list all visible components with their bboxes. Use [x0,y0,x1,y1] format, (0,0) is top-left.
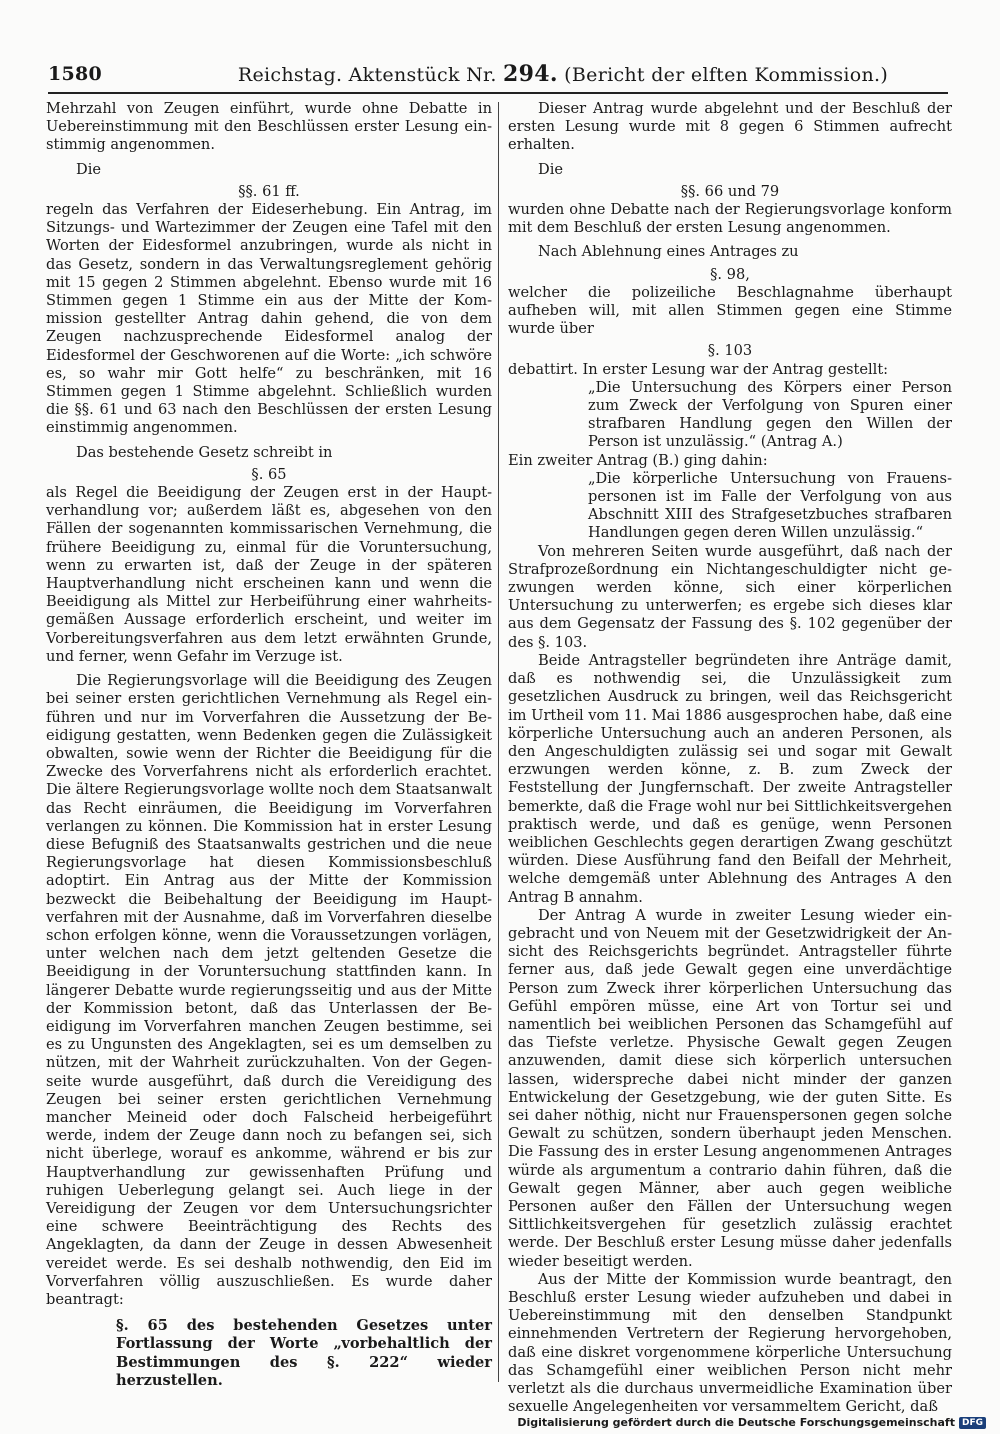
motion-quote-a: „Die Untersuchung des Körpers einer Person zum Zweck der Verfolgung von Spuren einer strafbaren Handlung gegen den Willen der Person ist unzulässig.“ (Antrag A.) [588,378,952,451]
section-heading: §. 98, [710,265,750,283]
paragraph: Nach Ablehnung eines Antrages zu [538,243,799,261]
paragraph: Dieser Antrag wurde abgelehnt und der Beschluß der ersten Lesung wurde mit 8 gegen 6 Stimmen aufrecht erhalten. [508,100,952,154]
paragraph: Die [76,160,102,178]
paragraph: als Regel die Beeidigung der Zeugen erst in der Hauptverhandlung vor; außerdem läßt es, abgesehen von den Fällen der sogenannten kommissarischen Vernehmung, die frühere Beeidigung zu, einmal für die Voruntersuchung, wenn zu erwarten ist, daß der Zeuge in der späteren Hauptverhandlung nicht erscheinen kann und wenn die Beeidigung als Mittel zur Herbeiführung einer wahrheitsgemäßen Aussage erforderlich erscheint, und weiter im Vorbereitungsverfahren aus dem letzt erwähnten Grunde, und ferner, wenn Gefahr im Verzuge ist. [46,484,492,665]
paragraph: Von mehreren Seiten wurde ausgeführt, daß nach der Strafprozeßordnung ein Nichtangeschuldigter nicht gezwungen werden könne, sich einer körperlichen Untersuchung zu unterwerfen; es ergebe sich dieses klar aus dem Gegensatz der Fassung des §. 102 gegenüber der des §. 103. [508,542,952,651]
dfg-logo: DFG [959,1417,986,1429]
footer-text: Digitalisierung gefördert durch die Deutsche Forschungsgemeinschaft [517,1416,955,1429]
motion-quote: §. 65 des bestehenden Gesetzes unter Fortlassung der Worte „vorbehaltlich der Bestimmungen des §. 222“ wieder herzustellen. [116,1317,492,1389]
paragraph: Das bestehende Gesetz schreibt in [76,443,333,461]
paragraph: Der Antrag A wurde in zweiter Lesung wieder eingebracht und von Neuem mit der Gesetzwidrigkeit der Ansicht des Reichsgerichts begründet. Antragsteller führte ferner aus, daß jede Gewalt gegen eine unverdächtige Person zum Zweck ihrer körperlichen Untersuchung das Gefühl empören müsse, eine Art von Tortur sei und namentlich bei weiblichen Personen das Schamgefühl auf das Tiefste verletze. Physische Gewalt gegen Zeugen anzuwenden, damit diese sich körperlich untersuchen lassen, widerspreche dabei nicht minder der ganzen Entwickelung der Gesetzgebung, wie der guten Sitte. Es sei daher nöthig, nicht nur Frauenspersonen gegen solche Gewalt zu schützen, sondern überhaupt jeden Menschen. Die Fassung des in erster Lesung angenommenen Antrages würde als argumentum a contrario dahin führen, daß die Gewalt gegen Männer, aber auch gegen weibliche Personen außer den Fällen der Untersuchung wegen Sittlichkeitsvergehen für gesetzlich zulässig erachtet werde. Der Beschluß erster Lesung müsse daher jedenfalls wieder beseitigt werden. [508,906,952,1270]
paragraph: Die Regierungsvorlage will die Beeidigung des Zeugen bei seiner ersten gerichtlichen Vernehmung als Regel einführen und nur im Vorverfahren die Aussetzung der Beeidigung gestatten, wenn Bedenken gegen die Zulässigkeit obwalten, sowie wenn der Richter die Beeidigung für die Zwecke des Vorverfahrens nicht als erforderlich erachtet. Die ältere Regierungsvorlage wollte noch dem Staatsanwalt das Recht einräumen, die Beeidigung im Vorverfahren verlangen zu können. Die Kommission hat in erster Lesung diese Befugniß des Staatsanwalts gestrichen und die neue Regierungsvorlage hat diesen Kommissionsbeschluß adoptirt. Ein Antrag aus der Mitte der Kommission bezweckt die Beibehaltung der Beeidigung im Hauptverfahren mit der Ausnahme, daß im Vorverfahren dieselbe schon erfolgen könne, wenn die Voraussetzungen vorlägen, unter welchen nach dem jetzt geltenden Gesetze die Beeidigung in der Voruntersuchung stattfinden kann. In längerer Debatte wurde regierungsseitig und aus der Mitte der Kommission betont, daß das Unterlassen der Beeidigung im Vorverfahren manchen Zeugen bestimme, sei es zu Ungunsten des Angeklagten, sei es um demselben zu nützen, mit der Wahrheit zurückzuhalten. Von der Gegenseite wurde ausgeführt, daß durch die Vereidigung des Zeugen bei seiner ersten gerichtlichen Vernehmung mancher Meineid oder doch Falscheid herbeigeführt werde, indem der Zeuge dann noch zu befangen sei, sich nicht überlege, worauf es ankomme, während er bis zur Hauptverhandlung zur gewissenhaften Prüfung und ruhigen Ueberlegung gelangt sei. Auch liege in der Vereidigung der Zeugen vor dem Untersuchungsrichter eine schwere Beeinträchtigung des Rechts des Angeklagten, da dann der Zeuge in dessen Abwesenheit vereidet werde. Es sei deshalb nothwendig, den Eid im Vorverfahren völlig auszuschließen. Es wurde daher beantragt: [46,672,492,1308]
right-column [508,100,952,1416]
document-number: 294. [503,61,558,87]
paragraph: Aus der Mitte der Kommission wurde beantragt, den Beschluß erster Lesung wieder aufzuheben und dabei in Uebereinstimmung mit den denselben Standpunkt einnehmenden Vertretern der Regierung hervorgehoben, daß eine diskret vorgenommene körperliche Untersuchung das Schamgefühl einer weiblichen Person nicht mehr verletzt als die durchaus unvermeidliche Examination über sexuelle Angelegenheiten vor versammeltem Gericht, daß [508,1270,952,1416]
paragraph: Die [538,160,564,178]
page-header [48,58,948,90]
page-number: 1580 [48,63,103,85]
column-divider [498,102,499,1382]
section-heading: §§. 61 ff. [238,182,300,200]
running-title-pre: Reichstag. Aktenstück Nr. [237,64,497,86]
paragraph: Ein zweiter Antrag (B.) ging dahin: [508,451,768,469]
paragraph: Mehrzahl von Zeugen einführt, wurde ohne Debatte in Uebereinstimmung mit den Beschlüssen erster Lesung einstimmig angenommen. [46,100,492,154]
paragraph: wurden ohne Debatte nach der Regierungsvorlage konform mit dem Beschluß der ersten Lesung angenommen. [508,201,952,237]
section-heading: §. 103 [707,342,753,360]
running-title-post: (Bericht der elften Kommission.) [564,64,889,86]
section-heading: §. 65 [251,465,287,483]
running-title [178,61,948,87]
paragraph: debattirt. In erster Lesung war der Antrag gestellt: [508,360,889,378]
paragraph: regeln das Verfahren der Eideserhebung. Ein Antrag, im Sitzungs- und Wartezimmer der Zeugen eine Tafel mit den Worten der Eidesformel anzubringen, wurde als nicht in das Gesetz, sondern in das Verwaltungsreglement gehörig mit 15 gegen 2 Stimmen abgelehnt. Ebenso wurde mit 16 Stimmen gegen 1 Stimme ein aus der Mitte der Kommission gestellter Antrag dahin gehend, die von dem Zeugen nachzusprechende Eidesformel analog der Eidesformel der Geschworenen auf die Worte: „ich schwöre es, so wahr mir Gott helfe“ zu beschränken, mit 16 Stimmen gegen 1 Stimme abgelehnt. Schließlich wurden die §§. 61 und 63 nach den Beschlüssen der ersten Lesung einstimmig angenommen. [46,201,492,437]
left-column [46,100,492,1390]
paragraph: welcher die polizeiliche Beschlagnahme überhaupt aufheben will, mit allen Stimmen gegen eine Stimme wurde über [508,283,952,338]
paragraph: Beide Antragsteller begründeten ihre Anträge damit, daß es nothwendig sei, die Unzulässigkeit zum gesetzlichen Ausdruck zu bringen, weil das Reichsgericht im Urtheil vom 11. Mai 1886 ausgesprochen habe, daß eine körperliche Untersuchung auch an anderen Personen, als den Angeschuldigten zulässig sei und sogar mit Gewalt erzwungen werden könne, z. B. zum Zweck der Feststellung der Jungfernschaft. Der zweite Antragsteller bemerkte, daß die Frage wohl nur bei Sittlichkeitsvergehen praktisch werde, und daß es genüge, wenn Personen weiblichen Geschlechts gegen derartigen Zwang geschützt würden. Diese Ausführung fand den Beifall der Mehrheit, welche demgemäß unter Ablehnung des Antrages A den Antrag B annahm. [508,651,952,906]
section-heading: §§. 66 und 79 [680,182,780,200]
motion-quote-b: „Die körperliche Untersuchung von Frauenspersonen ist im Falle der Verfolgung von aus Abschnitt XIII des Strafgesetzbuches strafbaren Handlungen gegen deren Willen unzulässig.“ [588,469,952,542]
footer-credit [517,1416,986,1429]
header-rule [48,92,948,94]
